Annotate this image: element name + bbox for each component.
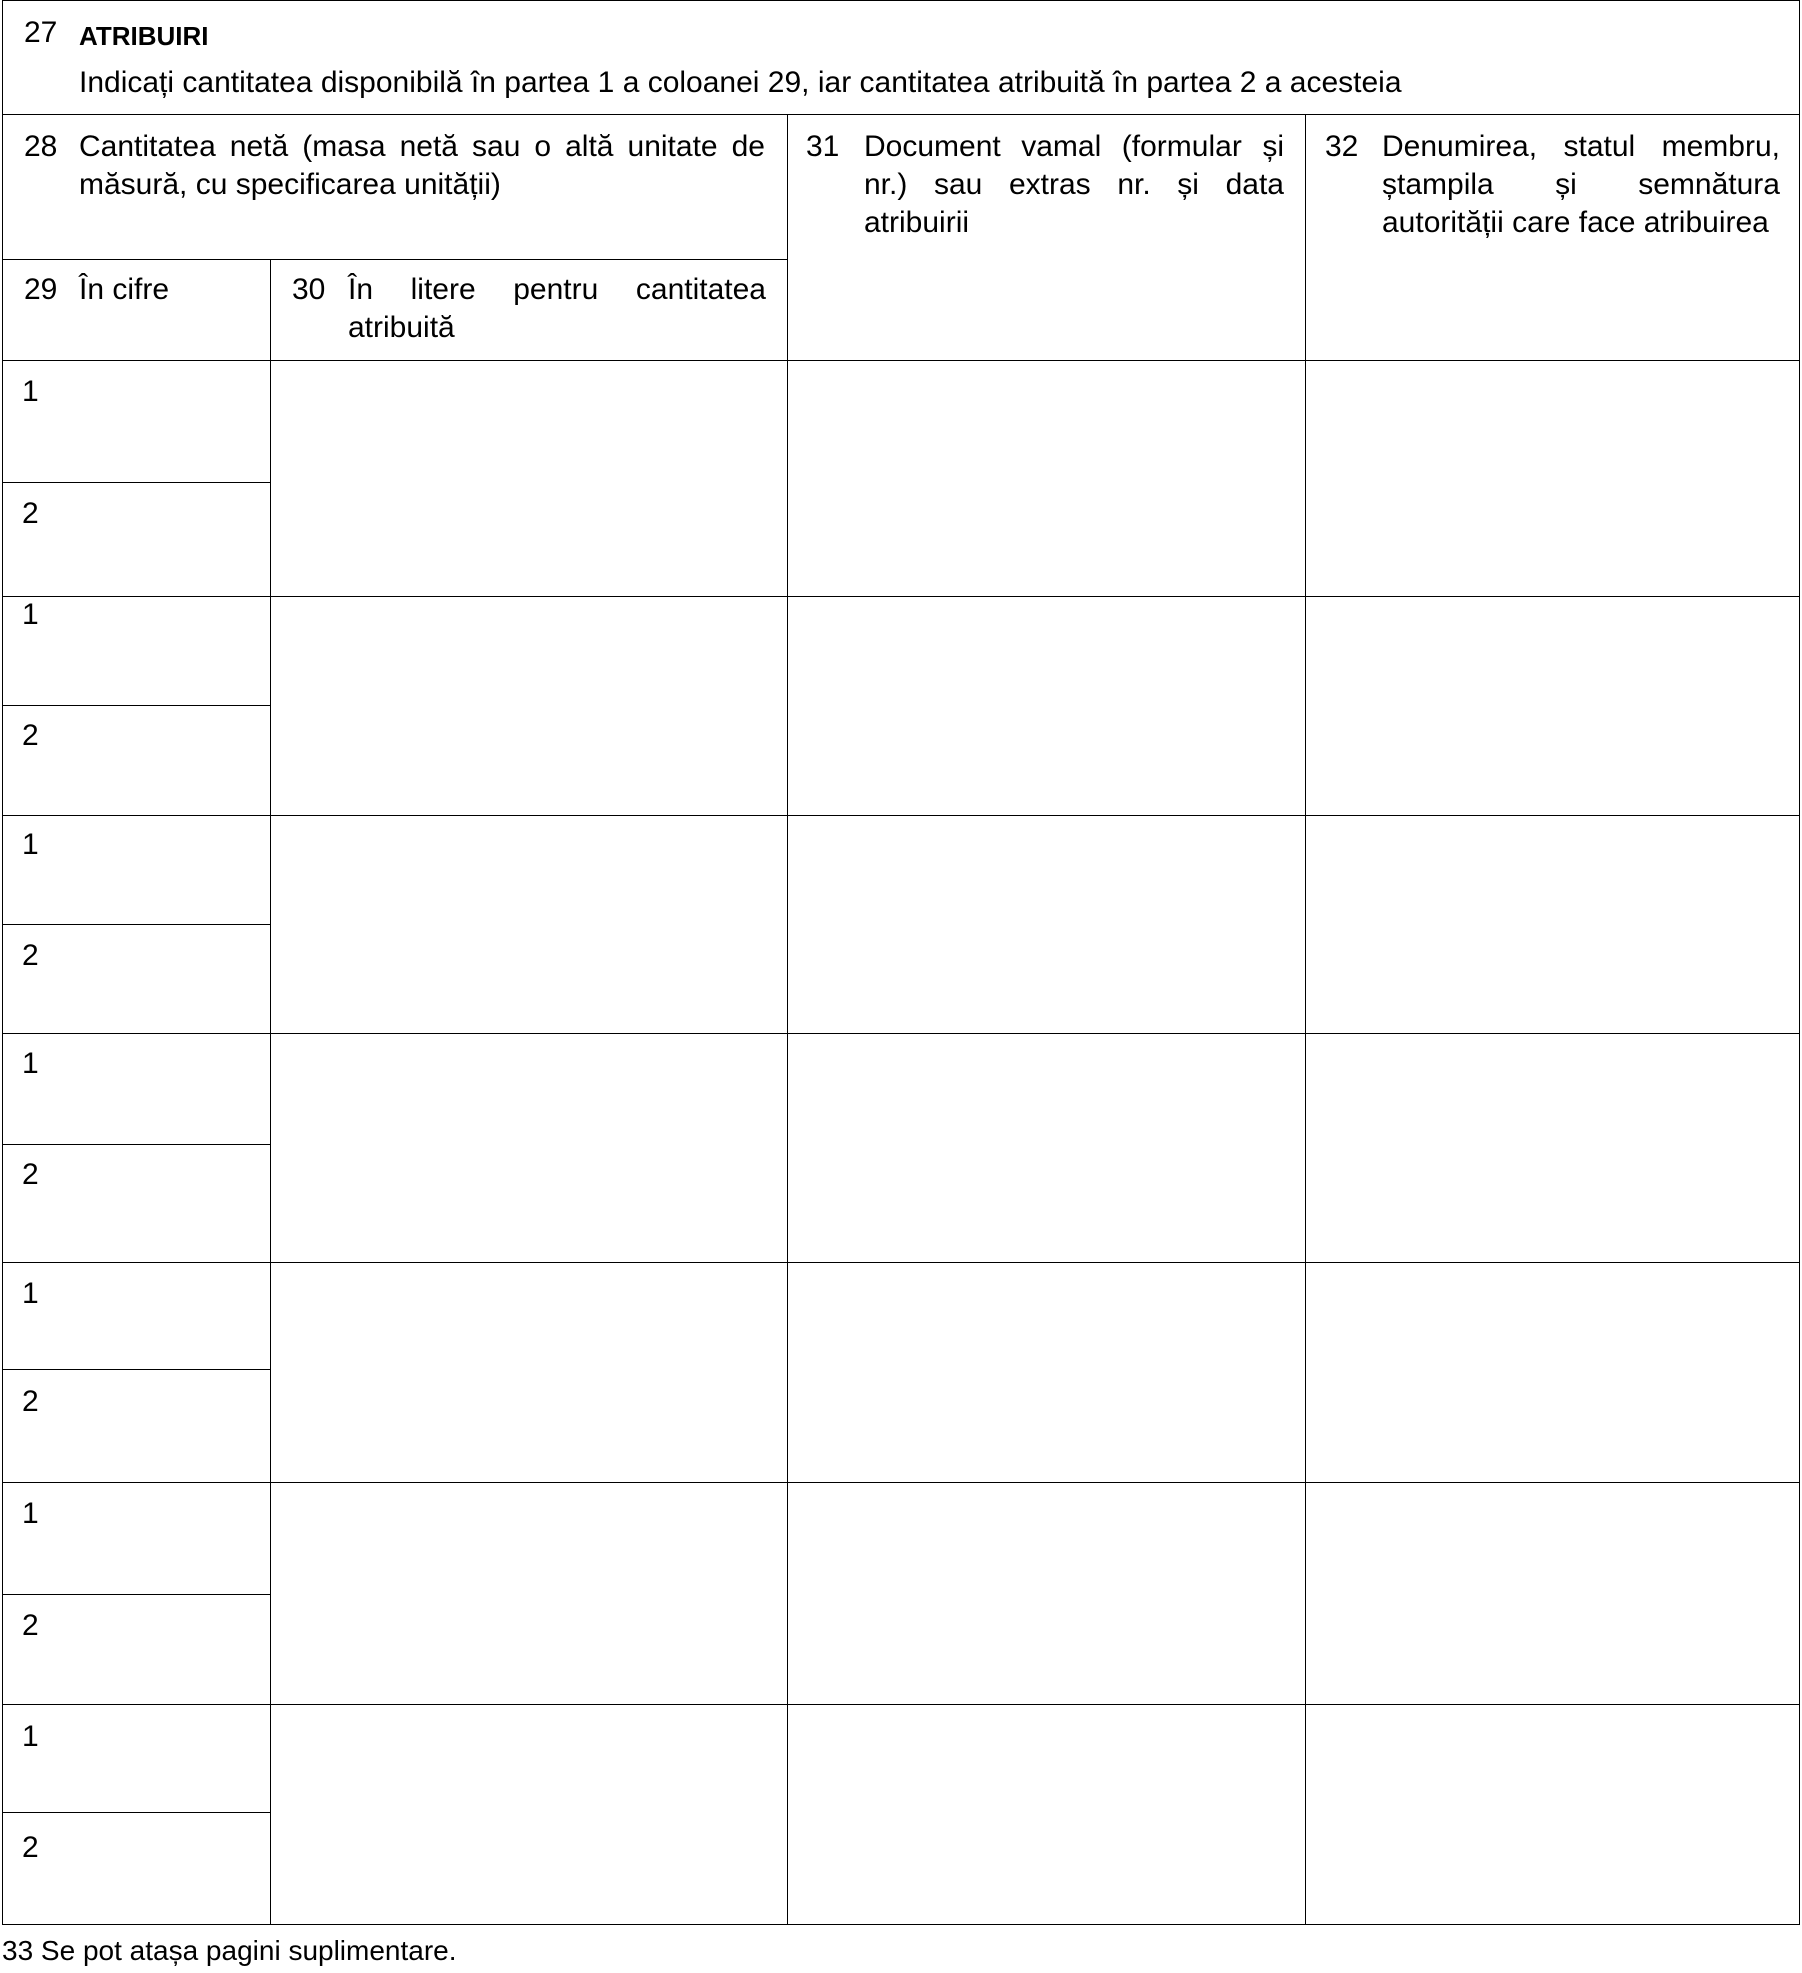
header-divider bbox=[2, 114, 1800, 115]
row2-part-divider bbox=[2, 705, 271, 706]
footer-note: 33 Se pot atașa pagini suplimentare. bbox=[2, 1935, 457, 1966]
row1-part1: 1 bbox=[22, 375, 39, 408]
row6-divider bbox=[2, 1704, 1800, 1705]
col31-number: 31 bbox=[806, 130, 840, 163]
row2-divider bbox=[2, 815, 1800, 816]
row7-part2: 2 bbox=[22, 1831, 39, 1864]
row3-divider bbox=[2, 1033, 1800, 1034]
col31-col32-separator bbox=[1305, 114, 1306, 1925]
row7-part-divider bbox=[2, 1812, 271, 1813]
col29-col30-separator bbox=[270, 259, 271, 1925]
row4-part-divider bbox=[2, 1144, 271, 1145]
row2-part2: 2 bbox=[22, 719, 39, 752]
row6-part1: 1 bbox=[22, 1497, 39, 1530]
row5-part-divider bbox=[2, 1369, 271, 1370]
col30-number: 30 bbox=[292, 273, 326, 306]
col30-col31-separator bbox=[787, 114, 788, 1925]
col32-label: Denumirea, statul membru, ștampila și semnătura autorității care face atribuirea bbox=[1382, 130, 1780, 239]
col29-number: 29 bbox=[24, 273, 58, 306]
row4-part1: 1 bbox=[22, 1047, 39, 1080]
section-number: 27 bbox=[24, 16, 58, 49]
row3-part-divider bbox=[2, 924, 271, 925]
col28-label: Cantitatea netă (masa netă sau o altă unitate de măsură, cu specificarea unității) bbox=[79, 130, 765, 201]
row7-part1: 1 bbox=[22, 1720, 39, 1753]
row1-divider bbox=[2, 596, 1800, 597]
row6-part2: 2 bbox=[22, 1609, 39, 1642]
row5-part1: 1 bbox=[22, 1277, 39, 1310]
row3-part2: 2 bbox=[22, 939, 39, 972]
row5-part2: 2 bbox=[22, 1385, 39, 1418]
col29-label: În cifre bbox=[79, 273, 170, 306]
col32-number: 32 bbox=[1325, 130, 1359, 163]
row5-divider bbox=[2, 1482, 1800, 1483]
row4-divider bbox=[2, 1262, 1800, 1263]
col30-label: În litere pentru cantitatea atribuită bbox=[348, 273, 766, 344]
row4-part2: 2 bbox=[22, 1158, 39, 1191]
row1-part-divider bbox=[2, 482, 271, 483]
col28-divider bbox=[2, 259, 788, 260]
column-header-divider bbox=[2, 360, 1800, 361]
allocation-form-frame bbox=[2, 0, 1800, 1925]
row3-part1: 1 bbox=[22, 828, 39, 861]
col28-number: 28 bbox=[24, 130, 58, 163]
row2-part1: 1 bbox=[22, 598, 39, 631]
row6-part-divider bbox=[2, 1594, 271, 1595]
row1-part2: 2 bbox=[22, 497, 39, 530]
section-instruction: Indicați cantitatea disponibilă în partea 1 a coloanei 29, iar cantitatea atribuită în partea 2 a acesteia bbox=[79, 66, 1402, 99]
col31-label: Document vamal (formular și nr.) sau extras nr. și data atribuirii bbox=[864, 130, 1284, 239]
section-title: ATRIBUIRI bbox=[79, 21, 209, 51]
